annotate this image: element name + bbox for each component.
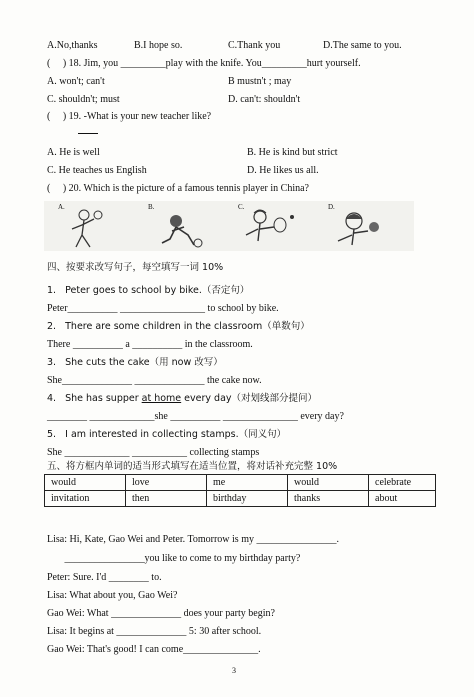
q18-option-d: D. can't: shouldn't bbox=[228, 94, 301, 105]
q18-stem: ( ) 18. Jim, you _________play with the knife. You_________hurt yourself. bbox=[47, 58, 361, 69]
word-box-cell: would bbox=[45, 475, 126, 491]
word-box-cell: invitation bbox=[45, 491, 126, 507]
section4-title: 四、按要求改写句子，每空填写一词 10% bbox=[47, 262, 224, 273]
q17-option-c: C.Thank you bbox=[228, 40, 281, 51]
q19-option-d: D. He likes us all. bbox=[247, 165, 319, 176]
section4-item3-prompt: 3. She cuts the cake（用 now 改写） bbox=[47, 357, 223, 368]
word-box bbox=[44, 474, 436, 507]
section4-item4-answer: ________ _____________she __________ _______________ every day? bbox=[47, 411, 344, 422]
section4-item1-prompt: 1. Peter goes to school by bike.（否定句） bbox=[47, 285, 250, 296]
q17-option-b: B.I hope so. bbox=[134, 40, 183, 51]
q20-picture-strip bbox=[44, 201, 414, 251]
section4-item5-prompt: 5. I am interested in collecting stamps.（同义句） bbox=[47, 429, 287, 440]
q19-option-c: C. He teaches us English bbox=[47, 165, 147, 176]
word-box-cell: would bbox=[288, 475, 369, 491]
dialogue-line: Gao Wei: What ______________ does your party begin? bbox=[47, 608, 275, 619]
dialogue-line: Lisa: It begins at ______________ 5: 30 after school. bbox=[47, 626, 262, 637]
q20-picture-d bbox=[324, 201, 394, 251]
dialogue-line: ________________you like to come to my birthday party? bbox=[47, 553, 301, 564]
word-box-cell: me bbox=[207, 475, 288, 491]
word-box-cell: celebrate bbox=[369, 475, 436, 491]
item4-prompt-end: every day（对划线部分提问） bbox=[181, 393, 318, 404]
item4-underlined-phrase: at home bbox=[141, 393, 182, 404]
page-number: 3 bbox=[232, 666, 236, 675]
word-box-cell: about bbox=[369, 491, 436, 507]
word-box-cell: love bbox=[126, 475, 207, 491]
word-box-cell: birthday bbox=[207, 491, 288, 507]
dialogue-line: Lisa: What about you, Gao Wei? bbox=[47, 590, 178, 601]
football-player-icon bbox=[144, 201, 214, 251]
section4-item2-prompt: 2. There are some children in the classroom（单数句） bbox=[47, 321, 310, 332]
q19-stem: ( ) 19. -What is your new teacher like? bbox=[47, 111, 212, 122]
q18-option-c: C. shouldn't; must bbox=[47, 94, 120, 105]
q19-option-a: A. He is well bbox=[47, 147, 100, 158]
section4-item5-answer: She _____________ ___________ collecting stamps bbox=[47, 447, 260, 458]
picture-label-d: D. bbox=[328, 203, 335, 211]
picture-label-a: A. bbox=[58, 203, 65, 211]
answer-rule bbox=[78, 133, 98, 134]
section4-item1-answer: Peter__________ _________________ to school by bike. bbox=[47, 303, 279, 314]
picture-label-c: C. bbox=[238, 203, 245, 211]
picture-label-b: B. bbox=[148, 203, 155, 211]
dialogue-line: Gao Wei: That's good! I can come_______________. bbox=[47, 644, 261, 655]
q19-option-b: B. He is kind but strict bbox=[247, 147, 338, 158]
q20-picture-c bbox=[234, 201, 304, 251]
section4-item3-answer: She______________ ______________ the cake now. bbox=[47, 375, 262, 386]
q17-option-d: D.The same to you. bbox=[323, 40, 402, 51]
word-box-cell: then bbox=[126, 491, 207, 507]
q18-option-a: A. won't; can't bbox=[47, 76, 105, 87]
word-box-cell: thanks bbox=[288, 491, 369, 507]
q20-picture-b bbox=[144, 201, 214, 251]
item4-prompt-start: 4. She has supper bbox=[47, 393, 142, 404]
section4-item2-answer: There __________ a __________ in the classroom. bbox=[47, 339, 253, 350]
tennis-player-icon bbox=[234, 201, 304, 251]
q17-option-a: A.No,thanks bbox=[47, 40, 98, 51]
q20-picture-a bbox=[54, 201, 124, 251]
section4-item4-prompt bbox=[47, 393, 317, 405]
dialogue-line: Lisa: Hi, Kate, Gao Wei and Peter. Tomorrow is my ________________. bbox=[47, 534, 339, 545]
section5-title: 五、将方框内单词的适当形式填写在适当位置，将对话补充完整 10% bbox=[47, 461, 338, 472]
q20-stem: ( ) 20. Which is the picture of a famous tennis player in China? bbox=[47, 183, 309, 194]
dialogue-line: Peter: Sure. I'd ________ to. bbox=[47, 572, 162, 583]
q18-option-b: B mustn't ; may bbox=[228, 76, 292, 87]
